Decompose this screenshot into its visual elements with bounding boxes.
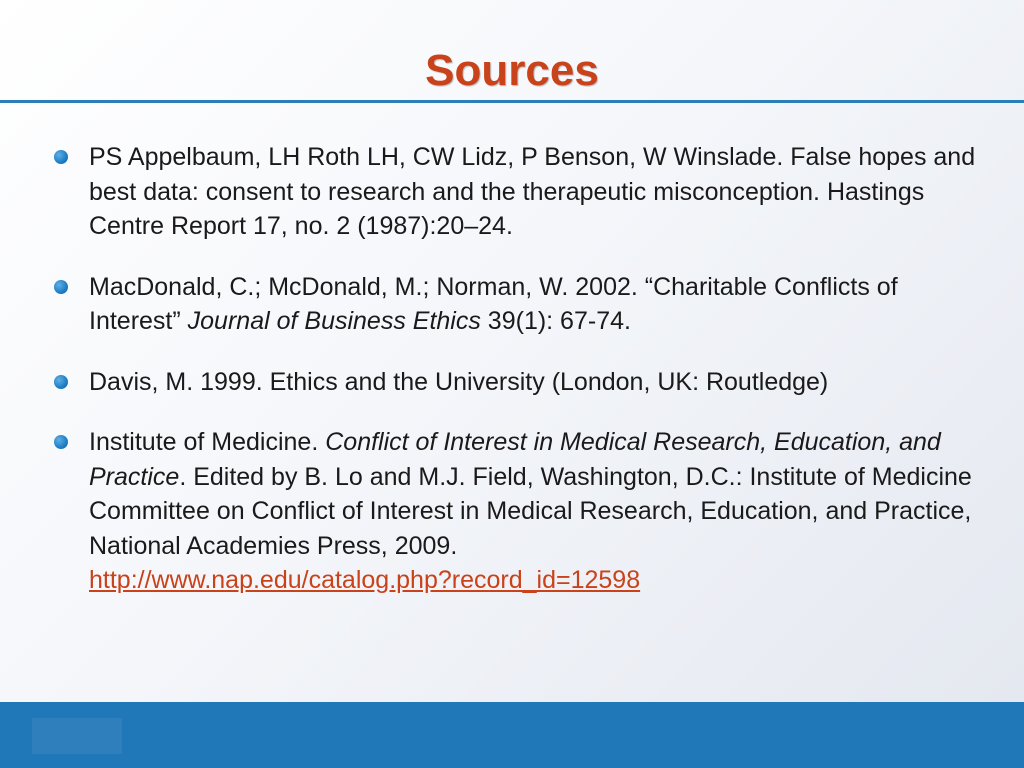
reference-item [50, 425, 990, 598]
slide-title: Sources [425, 46, 599, 95]
reference-text: MacDonald, C.; McDonald, M.; Norman, W. 2002. “Charitable Conflicts of Interest” [89, 272, 898, 335]
reference-item [50, 270, 990, 339]
reference-item [50, 140, 990, 244]
reference-text: PS Appelbaum, LH Roth LH, CW Lidz, P Benson, W Winslade. False hopes and best data: consent to research and the therapeutic misconception. Hastings Centre Report 17, no. 2 (1987):20–24. [89, 143, 976, 240]
footer-logo [32, 718, 122, 754]
reference-link[interactable]: http://www.nap.edu/catalog.php?record_id=12598 [89, 566, 641, 594]
reference-text-after: . Edited by B. Lo and M.J. Field, Washington, D.C.: Institute of Medicine Committee on Conflict of Interest in Medical Research, Education, and Practice, National Academies Press, 2009. [89, 462, 972, 560]
reference-text: Institute of Medicine. [89, 428, 326, 456]
reference-book-title: Conflict of Interest in Medical Research, Education, and Practice [89, 428, 941, 491]
bullet-icon [54, 280, 68, 294]
bullet-icon [54, 150, 68, 164]
reference-text-after: 39(1): 67-74. [480, 307, 631, 335]
bullet-icon [54, 375, 68, 389]
title-divider [0, 100, 1024, 103]
bullet-icon [54, 435, 68, 449]
reference-item [50, 365, 990, 400]
reference-text: Davis, M. 1999. Ethics and the University (London, UK: Routledge) [89, 367, 829, 396]
reference-journal-title: Journal of Business Ethics [187, 307, 481, 335]
footer-bar [0, 702, 1024, 768]
reference-list [50, 140, 990, 624]
